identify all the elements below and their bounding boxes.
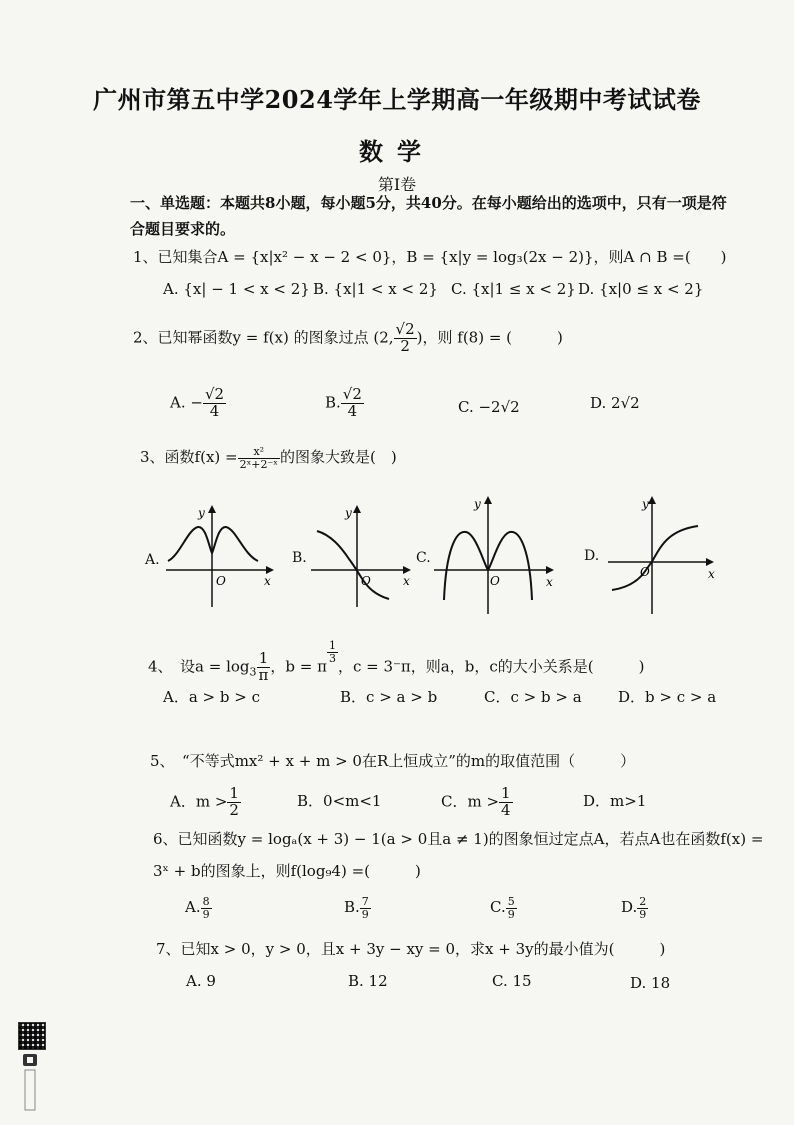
q7-option-b: B. 12: [348, 972, 388, 990]
q1-option-d: D. {x|0 ≤ x < 2}: [578, 280, 704, 298]
q4-option-a: A．a > b > c: [163, 688, 260, 706]
question-6-stem-line2: 3ˣ + b的图象上，则f(log₉4) =( ): [153, 862, 421, 880]
q7-option-c: C. 15: [492, 972, 532, 990]
svg-text:x: x: [403, 574, 410, 588]
svg-text:x: x: [264, 574, 271, 588]
q4-option-c: C．c > b > a: [484, 688, 582, 706]
q7-option-d: D. 18: [630, 974, 671, 992]
q5-option-d: D．m>1: [583, 792, 647, 810]
q5-option-a: A．m > $\frac{1}{2}$: [170, 784, 239, 819]
q4-option-d: D．b > c > a: [618, 688, 717, 706]
q1-option-a: A. {x| − 1 < x < 2}: [163, 280, 310, 298]
subject-title: 数学: [359, 137, 435, 166]
q1-option-b: B. {x|1 < x < 2}: [313, 280, 438, 298]
page-title: 广州市第五中学2024学年上学期高一年级期中考试试卷: [93, 85, 701, 114]
graph-a[interactable]: [160, 495, 280, 610]
svg-text:x: x: [546, 575, 553, 589]
graph-d-label: D.: [584, 548, 600, 564]
q6-option-a: A. $\frac{8}{9}$: [185, 895, 210, 921]
q4-option-b: B．c > a > b: [340, 688, 438, 706]
q2-option-d: D. 2√2: [590, 394, 640, 412]
q2-point-fraction: $\frac{√2}{2}$: [395, 320, 415, 355]
question-3-stem: 3、函数f(x) = $\frac{\text{x²}}{\text{2ˣ+2⁻ˣ}}$ 的图象大致是( ): [140, 445, 397, 471]
graph-d[interactable]: [604, 490, 722, 618]
graph-b[interactable]: [305, 495, 420, 610]
q6-option-d: D. $\frac{2}{9}$: [621, 895, 647, 921]
svg-text:y: y: [474, 497, 481, 511]
svg-text:x: x: [708, 567, 715, 581]
q2-option-c: C. −2√2: [458, 398, 520, 416]
q2-option-b: B. $\frac{√2}{4}$: [325, 385, 362, 420]
question-2-stem: 2、已知幂函数y = f(x) 的图象过点 (2, $\frac{√2}{2}$ )，则 f(8) = ( ): [133, 320, 563, 355]
q5-option-b: B．0<m<1: [297, 792, 382, 810]
question-5-stem: 5、 “不等式mx² + x + m > 0在R上恒成立”的m的取值范围（ ）: [150, 752, 636, 770]
question-7-stem: 7、已知x > 0，y > 0，且x + 3y − xy = 0，求x + 3y的最小值为( ): [156, 940, 666, 958]
q6-option-b: B. $\frac{7}{9}$: [344, 895, 369, 921]
qr-code-icon: [18, 1022, 46, 1050]
q5-option-c: C．m > $\frac{1}{4}$: [441, 784, 511, 819]
question-1-stem: 1、已知集合A = {x|x² − x − 2 < 0}，B = {x|y = log₃(2x − 2)}，则A ∩ B =( ): [133, 248, 727, 266]
svg-text:O: O: [490, 574, 500, 588]
volume-label: 第Ⅰ卷: [377, 175, 417, 194]
q1-option-c: C. {x|1 ≤ x < 2}: [451, 280, 576, 298]
svg-text:O: O: [361, 574, 371, 588]
svg-text:y: y: [642, 497, 649, 511]
svg-text:O: O: [640, 565, 650, 579]
watermark-logo-icon: [17, 1052, 45, 1114]
graph-c-label: C.: [416, 550, 431, 566]
graph-a-label: A.: [145, 552, 160, 568]
q2-option-a: A. − $\frac{√2}{4}$: [170, 385, 225, 420]
graph-c[interactable]: [428, 490, 560, 618]
svg-text:O: O: [216, 574, 226, 588]
svg-text:y: y: [345, 506, 352, 520]
q6-option-c: C. $\frac{5}{9}$: [490, 895, 515, 921]
question-4-stem: 4、 设$a = \log_3$ $\frac{1}{\pi}$ ，b = π $^{\frac{1}{3}}$ ，c = 3⁻π，则a，b，c的大小关系是( ): [148, 639, 645, 685]
svg-text:y: y: [198, 506, 205, 520]
section-heading: 一、单选题：本题共8小题，每小题5分，共40分。在每小题给出的选项中，只有一项是符合题目要求的。: [130, 194, 727, 238]
q7-option-a: A. 9: [186, 972, 216, 990]
question-6-stem-line1: 6、已知函数y = logₐ(x + 3) − 1(a > 0且a ≠ 1)的图象恒过定点A，若点A也在函数f(x) =: [153, 830, 764, 848]
graph-b-label: B.: [292, 550, 307, 566]
